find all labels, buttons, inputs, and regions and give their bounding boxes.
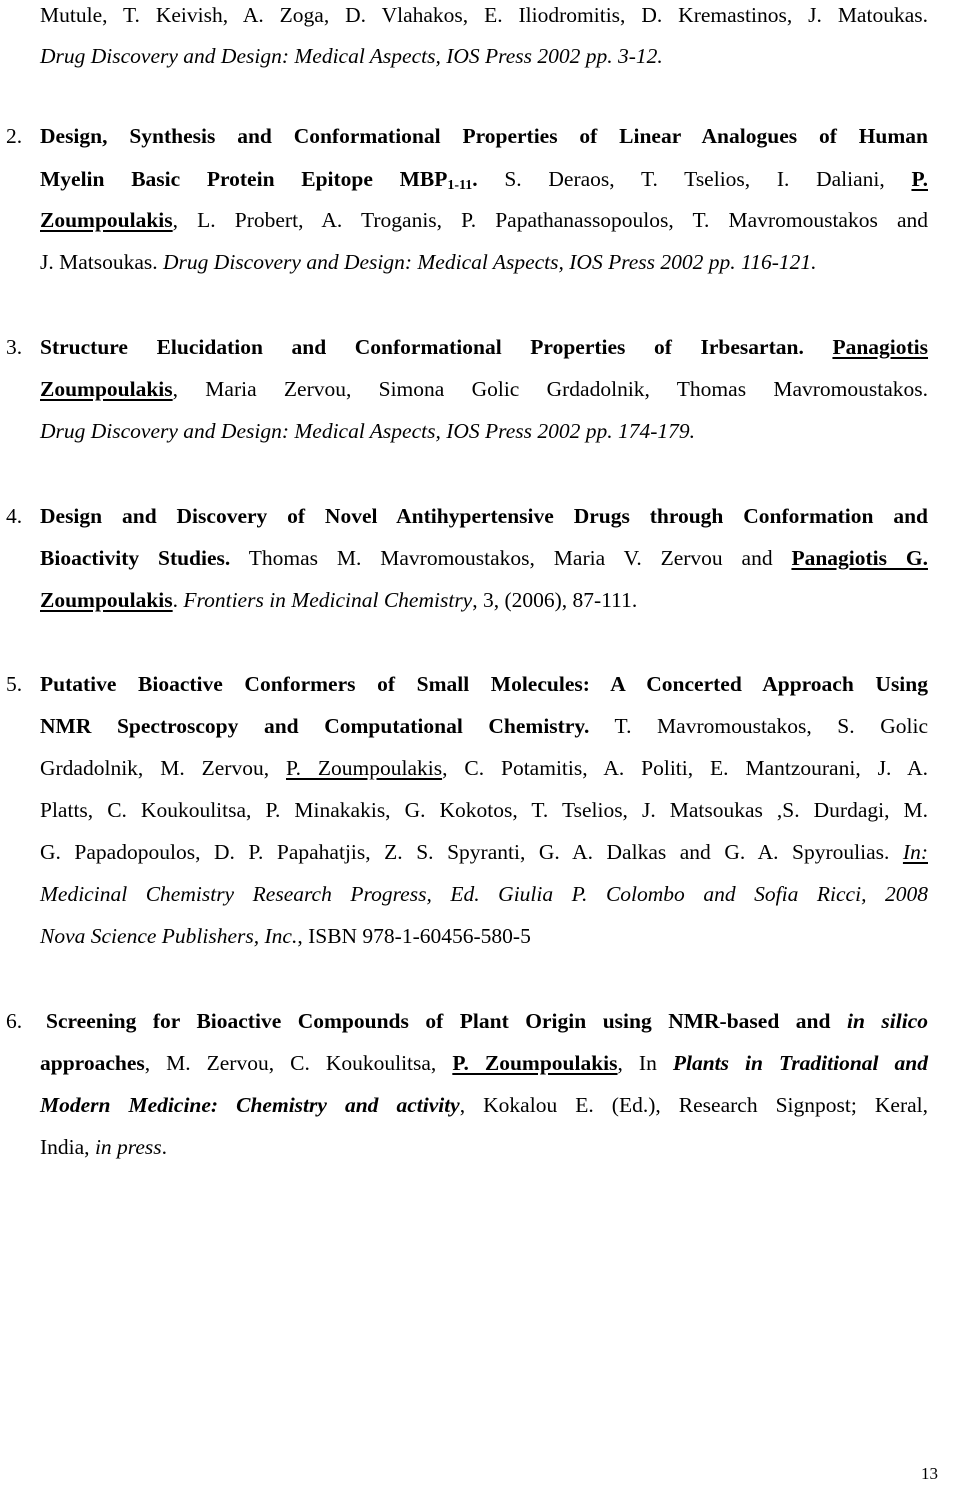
- text-run: .: [472, 167, 478, 191]
- ref5-line-2: [40, 716, 928, 738]
- ref5-line-4: [40, 800, 928, 822]
- text-run: , ISBN 978-1-60456-580-5: [297, 924, 531, 948]
- text-run: Thomas M. Mavromoustakos, Maria V. Zervou and: [230, 546, 792, 570]
- text-run: , C. Potamitis, A. Politi, E. Mantzourani, J. A.: [442, 756, 928, 780]
- text-run: Modern Medicine: Chemistry and activity: [40, 1093, 460, 1117]
- text-run: , 3, (2006), 87-111.: [472, 588, 638, 612]
- text-run: P. Zoumpoulakis: [452, 1051, 618, 1075]
- ref4-number: 4.: [6, 504, 23, 528]
- text-run: Nova Science Publishers, Inc.: [40, 924, 298, 948]
- ref2-line-3: [40, 210, 928, 232]
- text-run: T. Mavromoustakos, S. Golic: [589, 714, 929, 738]
- text-run: India,: [40, 1135, 95, 1159]
- text-run: , M. Zervou, C. Koukoulitsa,: [144, 1051, 453, 1075]
- text-run: Zoumpoulakis: [40, 377, 173, 401]
- text-run: , Kokalou E. (Ed.), Research Signpost; Keral,: [459, 1093, 929, 1117]
- ref6-line-4: [40, 1137, 167, 1159]
- text-run: Grdadolnik, M. Zervou,: [40, 756, 286, 780]
- ref4-line-2: [40, 548, 928, 570]
- ref2-number: 2.: [6, 124, 23, 148]
- text-run: Drug Discovery and Design: Medical Aspects, IOS Press 2002 pp. 174-179.: [40, 419, 696, 443]
- ref6-line-1: [46, 1011, 928, 1033]
- text-run: , In: [617, 1051, 673, 1075]
- text-run: Zoumpoulakis: [40, 588, 173, 612]
- text-run: Frontiers in Medicinal Chemistry: [183, 588, 473, 612]
- ref2-line-2: [40, 169, 928, 193]
- text-run: Myelin Basic Protein Epitope MBP: [40, 167, 448, 191]
- text-run: Panagiotis: [832, 335, 929, 359]
- ref1-line-1: [40, 5, 928, 27]
- ref1-line-2: [40, 46, 663, 68]
- text-run: 1-11: [447, 178, 473, 193]
- ref5-number: 5.: [6, 672, 23, 696]
- ref6-line-2: [40, 1053, 928, 1075]
- text-run: approaches: [40, 1051, 145, 1075]
- text-run: J. Matsoukas.: [40, 250, 164, 274]
- text-run: Medicinal Chemistry Research Progress, Ed. Giulia P. Colombo and Sofia Ricci, 2008: [40, 882, 928, 906]
- text-run: NMR Spectroscopy and Computational Chemistry.: [40, 714, 590, 738]
- text-run: P.: [911, 167, 928, 191]
- text-run: in press: [94, 1135, 162, 1159]
- ref5-line-6: [40, 884, 928, 906]
- ref4-line-1: [40, 506, 928, 528]
- text-run: In:: [902, 840, 928, 864]
- ref3-line-2: [40, 379, 928, 401]
- page-number: 13: [921, 1464, 938, 1483]
- text-run: G. Papadopoulos, D. P. Papahatjis, Z. S. Spyranti, G. A. Dalkas and G. A. Spyroulias.: [40, 840, 903, 864]
- text-run: Panagiotis G.: [791, 546, 928, 570]
- text-run: Platts, C. Koukoulitsa, P. Minakakis, G. Kokotos, T. Tselios, J. Matsoukas ,S. Durdagi, M.: [40, 798, 928, 822]
- ref3-number: 3.: [6, 335, 23, 359]
- ref3-line-3: [40, 421, 695, 443]
- text-run: , L. Probert, A. Troganis, P. Papathanassopoulos, T. Mavromoustakos and: [172, 208, 928, 232]
- ref5-line-5: [40, 842, 928, 864]
- ref5-line-7: [40, 926, 531, 948]
- ref6-number: 6.: [6, 1009, 23, 1033]
- text-run: Mutule, T. Keivish, A. Zoga, D. Vlahakos, E. Iliodromitis, D. Kremastinos, J. Matoukas.: [40, 3, 928, 27]
- text-run: .: [172, 588, 184, 612]
- text-run: Screening for Bioactive Compounds of Plant Origin using NMR-based and: [46, 1009, 847, 1033]
- ref4-line-3: [40, 590, 637, 612]
- ref5-line-3: [40, 758, 928, 780]
- ref2-line-4: [40, 252, 816, 274]
- text-run: P. Zoumpoulakis: [286, 756, 443, 780]
- text-run: Design, Synthesis and Conformational Properties of Linear Analogues of Human: [40, 124, 928, 148]
- text-run: in silico: [846, 1009, 928, 1033]
- ref6-line-3: [40, 1095, 928, 1117]
- ref2-line-1: [40, 126, 928, 148]
- text-run: Zoumpoulakis: [40, 208, 173, 232]
- text-run: Plants in Traditional and: [672, 1051, 928, 1075]
- text-run: S. Deraos, T. Tselios, I. Daliani,: [477, 167, 912, 191]
- text-run: Design and Discovery of Novel Antihypertensive Drugs through Conformation and: [40, 504, 928, 528]
- text-run: , Maria Zervou, Simona Golic Grdadolnik, Thomas Mavromoustakos.: [172, 377, 928, 401]
- text-run: .: [161, 1135, 168, 1159]
- ref5-line-1: [40, 674, 928, 696]
- ref3-line-1: [40, 337, 928, 359]
- text-run: Bioactivity Studies.: [40, 546, 231, 570]
- text-run: Drug Discovery and Design: Medical Aspects, IOS Press 2002 pp. 3-12.: [40, 44, 663, 68]
- text-run: Putative Bioactive Conformers of Small Molecules: A Concerted Approach Using: [40, 672, 928, 696]
- text-run: Drug Discovery and Design: Medical Aspects, IOS Press 2002 pp. 116-121.: [163, 250, 817, 274]
- text-run: [804, 335, 833, 359]
- text-run: Structure Elucidation and Conformational Properties of Irbesartan.: [40, 335, 804, 359]
